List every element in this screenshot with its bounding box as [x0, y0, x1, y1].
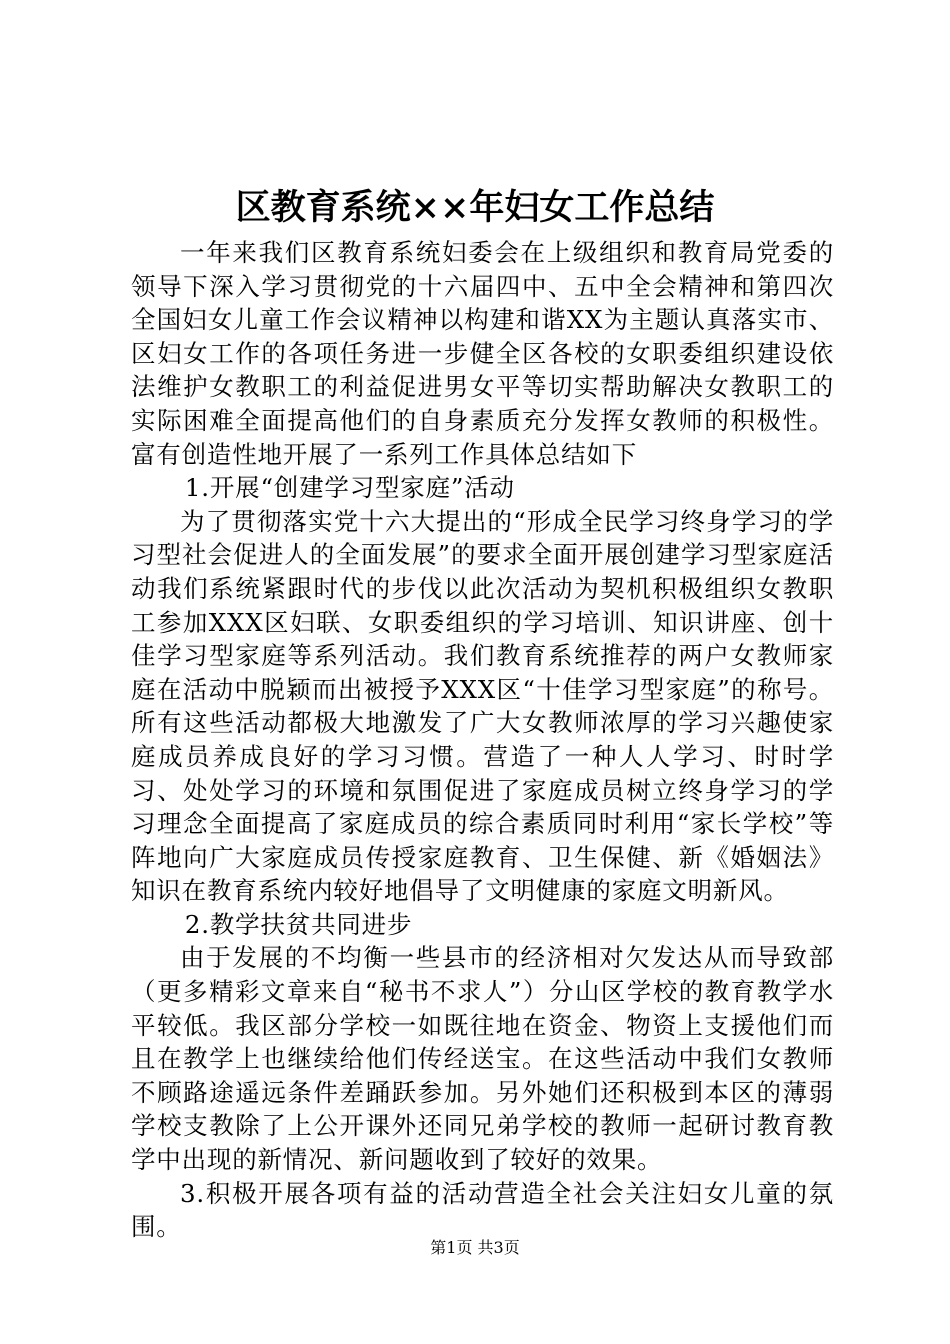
section-3-heading: 3.积极开展各项有益的活动营造全社会关注妇女儿童的氛围。 — [131, 1178, 834, 1242]
section-1-paragraph: 为了贯彻落实党十六大提出的“形成全民学习终身学习的学习型社会促进人的全面发展”的要求全面开展创建学习型家庭活动我们系统紧跟时代的步伐以此次活动为契机积极组织女教职工参加XXX区妇联、女职委组织的学习培训、知识讲座、创十佳学习型家庭等系列活动。我们教育系统推荐的两户女教师家庭在活动中脱颖而出被授予XXX区“十佳学习型家庭”的称号。所有这些活动都极大地激发了广大女教师浓厚的学习兴趣使家庭成员养成良好的学习习惯。营造了一种人人学习、时时学习、处处学习的环境和氛围促进了家庭成员树立终身学习的学习理念全面提高了家庭成员的综合素质同时利用“家长学校”等阵地向广大家庭成员传授家庭教育、卫生保健、新《婚姻法》知识在教育系统内较好地倡导了文明健康的家庭文明新风。 — [131, 506, 834, 906]
intro-paragraph: 一年来我们区教育系统妇委会在上级组织和教育局党委的领导下深入学习贯彻党的十六届四中、五中全会精神和第四次全国妇女儿童工作会议精神以构建和谐XX为主题认真落实市、区妇女工作的各项任务进一步健全区各校的女职委组织建设依法维护女教职工的利益促进男女平等切实帮助解决女教职工的实际困难全面提高他们的自身素质充分发挥女教师的积极性。富有创造性地开展了一系列工作具体总结如下 — [131, 238, 834, 469]
section-1-heading: 1.开展“创建学习型家庭”活动 — [184, 473, 515, 503]
page-footer: 第1页 共3页 — [430, 1238, 520, 1257]
document-title: 区教育系统××年妇女工作总结 — [235, 187, 715, 228]
section-2-paragraph: 由于发展的不均衡一些县市的经济相对欠发达从而导致部（更多精彩文章来自“秘书不求人”）分山区学校的教育教学水平较低。我区部分学校一如既往地在资金、物资上支援他们而且在教学上也继续给他们传经送宝。在这些活动中我们女教师不顾路途遥远条件差踊跃参加。另外她们还积极到本区的薄弱学校支教除了上公开课外还同兄弟学校的教师一起研讨教育教学中出现的新情况、新问题收到了较好的效果。 — [131, 943, 834, 1175]
section-2-heading: 2.教学扶贫共同进步 — [184, 909, 413, 939]
document-body — [131, 236, 834, 1244]
